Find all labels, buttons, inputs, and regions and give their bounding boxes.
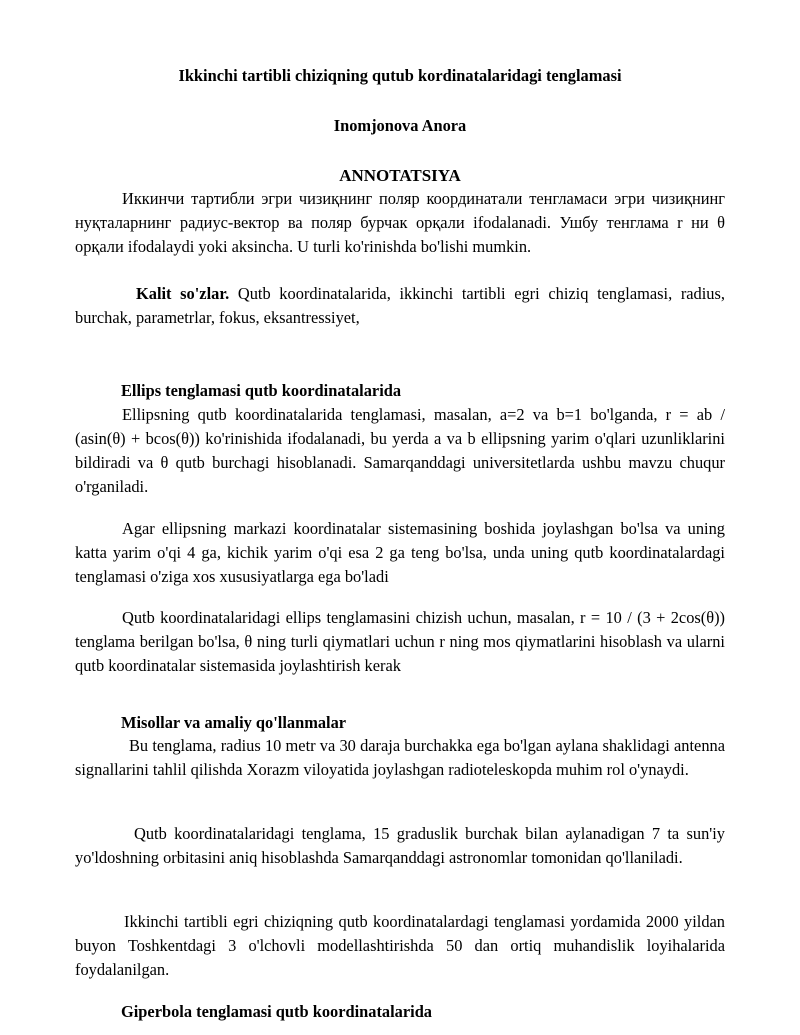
ellips-paragraph-2: Agar ellipsning markazi koordinatalar sistemasining boshida joylashgan bo'lsa va uning katta yarim o'qi 4 ga, kichik yarim o'qi esa 2 ga teng bo'lsa, unda uning qutb koordinatalardagi tenglamasi o'ziga xos xususiyatlarga ega bo'ladi — [75, 519, 725, 586]
misollar-paragraph-3: Ikkinchi tartibli egri chiziqning qutb koordinatalardagi tenglamasi yordamida 2000 yildan buyon Toshkentdagi 3 o'lchovli modellashtirishda 50 dan ortiq muhandislik loyihalarida foydalanilgan. — [75, 912, 725, 979]
keywords-text: Qutb koordinatalarida, ikkinchi tartibli egri chiziq tenglamasi, radius, burchak, parametrlar, fokus, eksantressiyet, — [75, 284, 725, 327]
annotation-paragraph: Иккинчи тартибли эгри чизиқнинг поляр координатали тенгламаси эгри чизиқнинг нуқталарнинг радиус-вектор ва поляр бурчак орқали ifodalanadi. Ушбу тенглама r ни θ орқали ifodalaydi yoki aksincha. U turli ko'rinishda bo'lishi mumkin. — [75, 189, 725, 256]
misollar-paragraph-1: Bu tenglama, radius 10 metr va 30 daraja burchakka ega bo'lgan aylana shaklidagi antenna signallarini tahlil qilishda Xorazm viloyatida joylashgan radioteleskopda muhim rol o'ynaydi. — [75, 736, 725, 779]
ellips-paragraph-3: Qutb koordinatalaridagi ellips tenglamasini chizish uchun, masalan, r = 10 / (3 + 2cos(θ)) tenglama berilgan bo'lsa, θ ning turli qiymatlari uchun r ning mos qiymatlarini hisoblash va ularni qutb koordinatalar sistemasida joylashtirish kerak — [75, 608, 725, 675]
annotation-heading: ANNOTATSIYA — [339, 166, 461, 185]
document-title: Ikkinchi tartibli chiziqning qutub kordinatalaridagi tenglamasi — [178, 66, 622, 85]
section-heading-ellips: Ellips tenglamasi qutb koordinatalarida — [121, 381, 402, 400]
misollar-paragraph-2: Qutb koordinatalaridagi tenglama, 15 graduslik burchak bilan aylanadigan 7 ta sun'iy yo'ldoshning orbitasini aniq hisoblashda Samarqanddagi astronomlar tomonidan qo'llaniladi. — [75, 824, 725, 867]
ellips-paragraph-1: Ellipsning qutb koordinatalarida tenglamasi, masalan, a=2 va b=1 bo'lganda, r = ab / (asin(θ) + bcos(θ)) ko'rinishida ifodalanadi, bu yerda a va b ellipsning yarim o'qlari uzunliklarini bildiradi va θ qutb burchagi hisoblanadi. Samarqanddagi universitetlarda ushbu mavzu chuqur o'rganiladi. — [75, 405, 725, 496]
author-name: Inomjonova Anora — [333, 116, 467, 135]
keywords-label: Kalit so'zlar. — [136, 284, 230, 303]
section-heading-misollar: Misollar va amaliy qo'llanmalar — [121, 713, 347, 732]
section-heading-giperbola: Giperbola tenglamasi qutb koordinatalarida — [121, 1002, 433, 1021]
keywords-paragraph — [75, 282, 725, 330]
